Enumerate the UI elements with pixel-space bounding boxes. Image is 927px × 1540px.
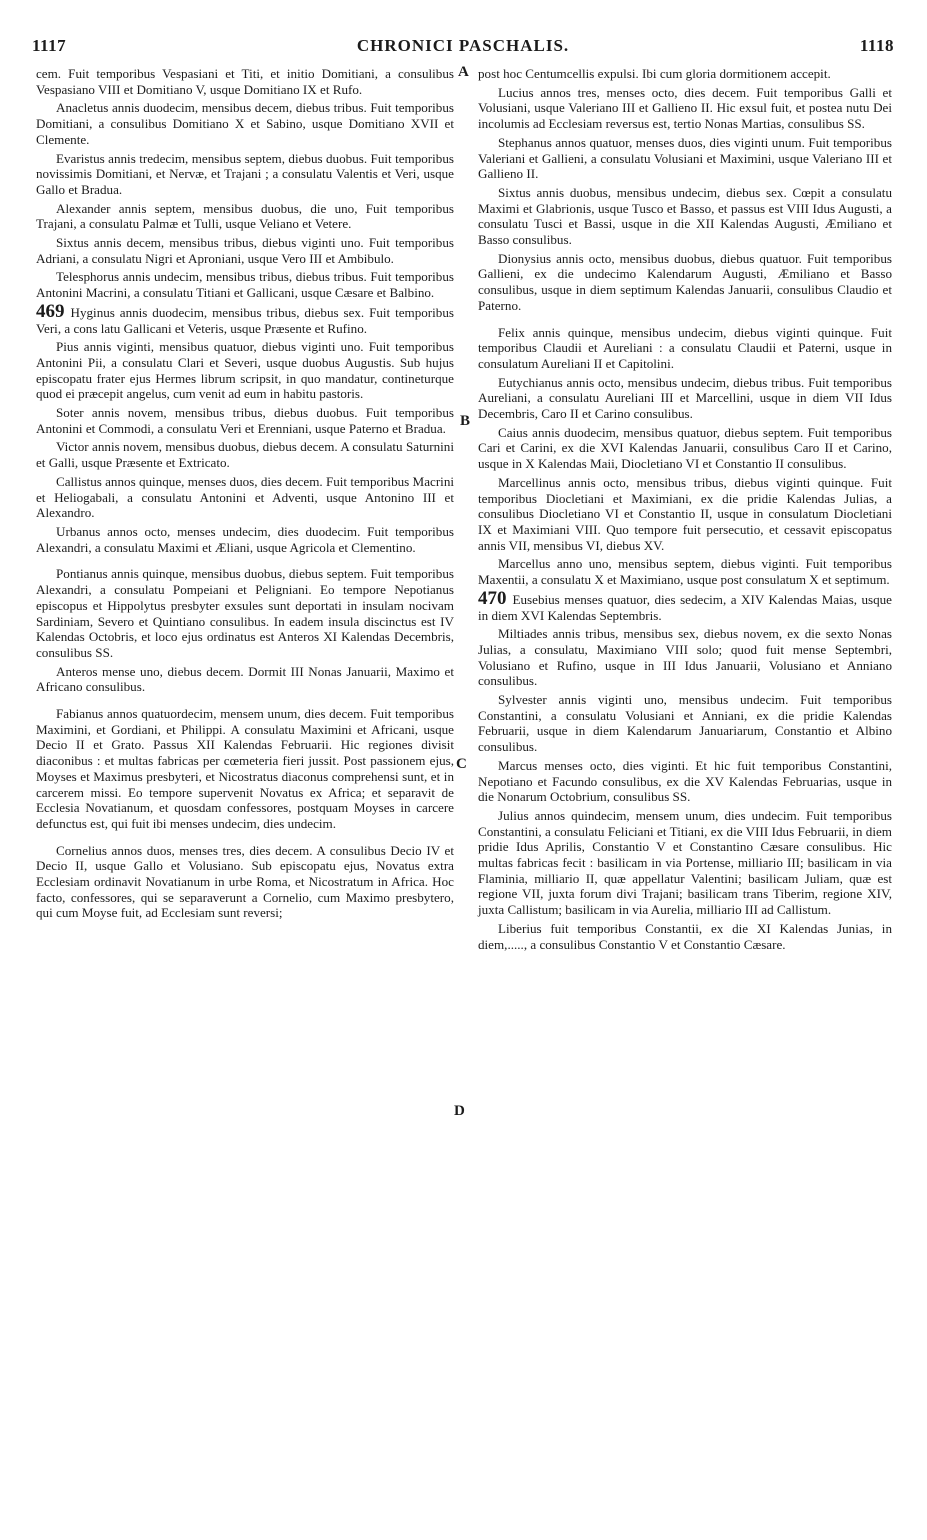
paragraph: Sylvester annis viginti uno, mensibus undecim. Fuit temporibus Constantini, a consulatu Volusiani et Anniani, ex die pridie Kalendas Februarii, usque in diem Kalendarum Januariarum, Constantio et Albino consulibus. [478,692,892,755]
left-page-number: 1117 [32,36,67,55]
paragraph-text: Eusebius menses quatuor, dies sedecim, a XIV Kalendas Maias, usque in diem XVI Kalendas Septembris. [478,591,892,623]
column-number: 470 [478,587,507,609]
paragraph: Caius annis duodecim, mensibus quatuor, diebus septem. Fuit temporibus Cari et Carini, ex die XVI Kalendas Januarii, consulibus Caro II et Carino, usque in X Kalendas Maii, Diocletiano VI et Constantio II consulibus. [478,424,892,472]
paragraph: Marcellus anno uno, mensibus septem, diebus viginti. Fuit temporibus Maxentii, a consulatu X et Maximiano, usque post consulatum X et septimum. [478,556,892,588]
right-column [478,66,892,955]
margin-letter-a: A [458,64,469,80]
paragraph: Soter annis novem, mensibus tribus, diebus duobus. Fuit temporibus Antonini et Commodi, a consulatu Veri et Erenniani, usque Paterno et Bradua. [36,405,454,436]
paragraph: Fabianus annos quatuordecim, mensem unum, dies decem. Fuit temporibus Maximini, et Gordiani, et Philippi. A consulatu Maximini et Africani, usque Decio II et Grato. Passus XII Kalendas Februarii. Hic regiones divisit diaconibus : et multas fabricas per cœmeteria fieri jussit. Post passionem ejus, Moyses et Maximus presbyteri, et Nicostratus diaconus comprehensi sunt, et in carcerem missi. Eo tempore supervenit Novatus ex Africa; et separavit de Ecclesia Novatianum, et quosdam confessores, postquam Moyses in carcere defunctus est, qui fuit ibi menses undecim, dies undecim. [36,706,454,831]
paragraph: Liberius fuit temporibus Constantii, ex die XI Kalendas Junias, in diem,....., a consulibus Constantio V et Constantio Cæsare. [478,920,892,952]
paragraph: Eutychianus annis octo, mensibus undecim, diebus tribus. Fuit temporibus Aureliani, a consulatu Aureliani III et Marcellini, usque in diem VII Idus Decembris, Caro II et Carino consulibus. [478,374,892,422]
column-number: 469 [36,300,65,322]
paragraph [36,300,454,336]
paragraph: Lucius annos tres, menses octo, dies decem. Fuit temporibus Galli et Volusiani, usque Valeriano III et Gallieno II. Hic exsul fuit, et postea nutu Dei incolumis ad Ecclesiam reversus est, tertio Nonas Martias, consulibus SS. [478,84,892,132]
paragraph: Miltiades annis tribus, mensibus sex, diebus novem, ex die sexto Nonas Julias, a consulatu, Maximiano VIII solo; quod fuit mense Septembri, Volusiano et Rufino, usque in III Idus Januarii, Volusiano et Anniano consulibus. [478,626,892,689]
paragraph: Stephanus annos quatuor, menses duos, dies viginti unum. Fuit temporibus Valeriani et Gallieni, a consulatu Volusiani et Maximini, usque Valeriano III et Gallieno II. [478,134,892,182]
left-column [36,66,454,924]
paragraph: Felix annis quinque, mensibus undecim, diebus viginti quinque. Fuit temporibus Claudii et Aureliani : a consulatu Claudii et Paterni, usque in consulatum Aureliani II et Capitolini. [478,324,892,371]
paragraph: Cornelius annos duos, menses tres, dies decem. A consulibus Decio IV et Decio II, usque Gallo et Volusiano. Sub episcopatu ejus, Novatus extra Ecclesiam ordinavit Novatianum in urbe Roma, et Nicostratum in Africa. Hoc facto, confessores, qui se separaverunt a Cornelio, cum Maximo presbytero, qui cum Moyse fuit, ad Ecclesiam sunt reversi; [36,842,454,921]
margin-letter-b: B [460,413,471,429]
margin-letter-d: D [454,1103,465,1119]
paragraph: post hoc Centumcellis expulsi. Ibi cum gloria dormitionem accepit. [478,66,831,81]
paragraph: Callistus annos quinque, menses duos, dies decem. Fuit temporibus Macrini et Heliogabali, a consulatu Antonini et Adventi, usque Antonino III et Alexandro. [36,473,454,521]
paragraph: Sixtus annis decem, mensibus tribus, diebus viginti uno. Fuit temporibus Adriani, a consulatu Nigri et Aproniani, usque Vero III et Ambibulo. [36,235,454,266]
paragraph: Dionysius annis octo, mensibus duobus, diebus quatuor. Fuit temporibus Gallieni, ex die undecimo Kalendarum Augusti, Æmiliano et Basso consulibus, usque in diem septimum Kalendas Januarii, consulibus Claudio et Paterno. [478,250,892,313]
paragraph: Anacletus annis duodecim, mensibus decem, diebus tribus. Fuit temporibus Domitiani, a consulibus Domitiano X et Sabino, usque Domitiano XVII et Clemente. [36,100,454,147]
paragraph: Pius annis viginti, mensibus quatuor, diebus viginti uno. Fuit temporibus Antonini Pii, a consulatu Clari et Severi, usque duobus Augustis. Sub hujus episcopatu frater ejus Hermes librum scripsit, in quo mandatur, contineturque quod ei præcepit angelus, cum venit ad eum in habitu pastoris. [36,339,454,402]
running-title: CHRONICI PASCHALIS. [356,36,570,55]
paragraph: Alexander annis septem, mensibus duobus, die uno, Fuit temporibus Trajani, a consulatu Palmæ et Tulli, usque Veliano et Vetere. [36,200,454,232]
page-header [32,36,894,62]
paragraph: Pontianus annis quinque, mensibus duobus, diebus septem. Fuit temporibus Alexandri, a consulatu Pompeiani et Peligniani. Eo tempore Nepotianus episcopus et Hippolytus presbyter exsules sunt deportati in insulam nocivam Sardiniam, Severo et Quintiano consulibus. In eadem insula discinctus est IV Kalendas Octobris, et loco ejus ordinatus est Anteros XI Kalendas Decembris, consulibus SS. [36,566,454,660]
paragraph: cem. Fuit temporibus Vespasiani et Titi, et initio Domitiani, a consulibus Vespasiano VIII et Domitiano V, usque Domitiano IX et Rufo. [36,66,454,97]
paragraph: Julius annos quindecim, mensem unum, dies undecim. Fuit temporibus Constantini, a consulatu Feliciani et Titiani, ex die VIII Idus Februarii, in diem pridie Idus Aprilis, Constantio V et Constantino Cæsare consulibus. Hic multas fabricas fecit : basilicam in via Portense, milliario III; basilicam in via Flaminia, milliario II, quæ appellatur Valentini; basilicam Juliam, quæ est regione VII, juxta forum divi Trajani; basilicam trans Tiberim, regione XIV, juxta Callistum; basilicam in via Aurelia, milliario III ad Callistum. [478,807,892,918]
margin-letter-c: C [456,756,467,772]
paragraph: Evaristus annis tredecim, mensibus septem, diebus duobus. Fuit temporibus novissimis Domitiani, et Nervæ, et Trajani ; a consulatu Valentis et Veri, usque Gallo et Bradua. [36,150,454,197]
paragraph: Marcellinus annis octo, mensibus tribus, diebus viginti quinque. Fuit temporibus Diocletiani et Maximiani, ex die pridie Kalendas Julias, a consulibus Diocletiano VI et Constantio II, usque in consulatum Diocletiani IX et Maximiani VIII. Quo tempore fuit persecutio, et cessavit episcopatus annis VII, mensibus VI, diebus XV. [478,474,892,553]
paragraph: Victor annis novem, mensibus duobus, diebus decem. A consulatu Saturnini et Galli, usque Præsente et Extricato. [36,439,454,471]
paragraph: Urbanus annos octo, menses undecim, dies duodecim. Fuit temporibus Alexandri, a consulatu Maximi et Æliani, usque Agricola et Clementino. [36,523,454,555]
right-page-number: 1118 [859,36,894,55]
paragraph: Marcus menses octo, dies viginti. Et hic fuit temporibus Constantini, Nepotiano et Facundo consulibus, ex die XV Kalendas Februarias, usque in die Nonarum Octobrium, consulibus SS. [478,757,892,805]
paragraph [478,587,892,623]
paragraph: Telesphorus annis undecim, mensibus tribus, diebus tribus. Fuit temporibus Antonini Macrini, a consulatu Titiani et Gallicani, usque Cæsare et Balbino. [36,269,454,301]
paragraph-text: Hyginus annis duodecim, mensibus tribus, diebus sex. Fuit temporibus Veri, a cons latu Gallicani et Veteris, usque Præsente et Rufino. [36,304,454,336]
paragraph: Sixtus annis duobus, mensibus undecim, diebus sex. Cœpit a consulatu Maximi et Glabrionis, usque Tusco et Basso, et passus est VIII Idus Augusti, a consulatu Tusci et Bassi, usque in die XII Kalendas Augusti, Æmiliano et Basso consulibus. [478,184,892,248]
paragraph: Anteros mense uno, diebus decem. Dormit III Nonas Januarii, Maximo et Africano consulibus. [36,663,454,695]
